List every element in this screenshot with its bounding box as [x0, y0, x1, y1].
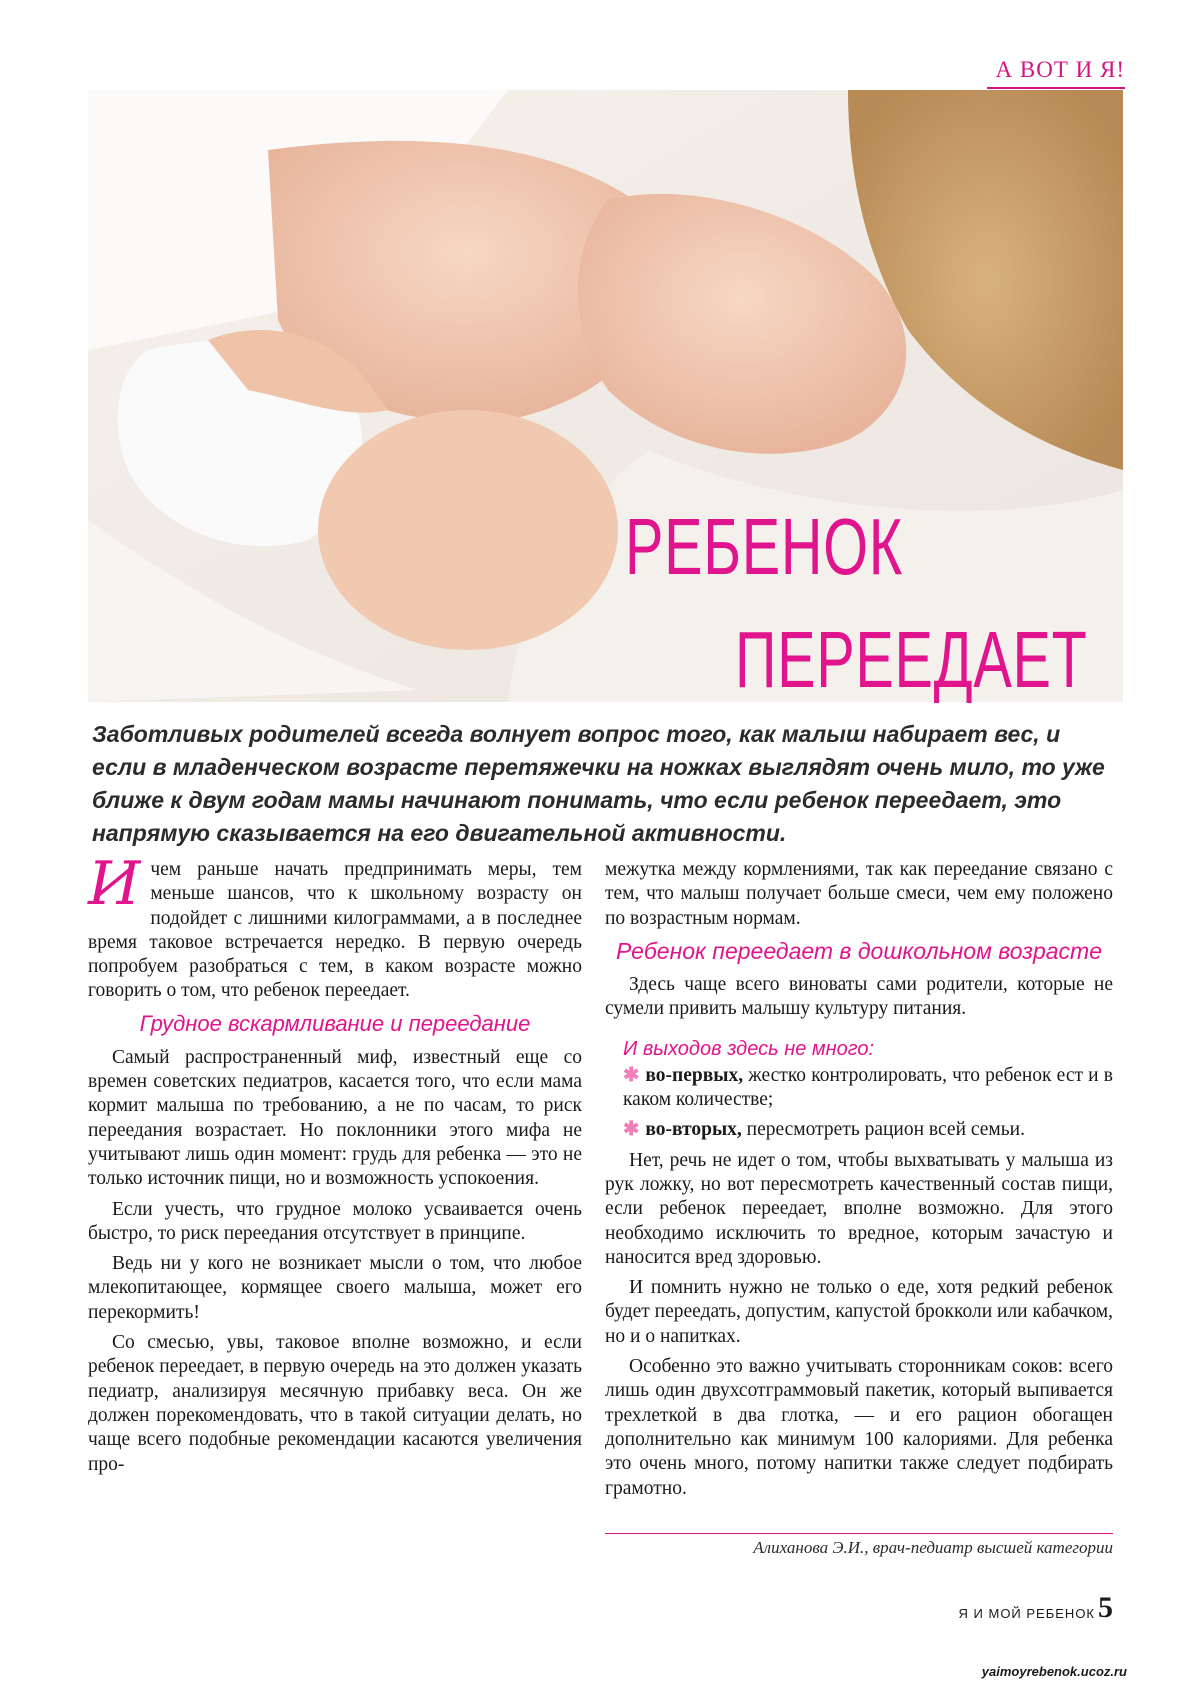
column-right: [605, 858, 1113, 1507]
author-byline: Алиханова Э.И., врач-педиатр высшей категории: [753, 1538, 1113, 1557]
list-item: [605, 1064, 1113, 1113]
paragraph: Нет, речь не идет о том, чтобы выхватывать у малыша из рук ложку, но вот пересмотреть качественный состав пищи, если ребенок переедает, вполне возможно. Для этого необходимо исключить то вредное, которым зачастую и наносится вред здоровью.: [605, 1149, 1113, 1268]
drop-cap: И: [88, 849, 141, 919]
byline-divider: [605, 1533, 1113, 1534]
section-tag-underline: [987, 87, 1125, 89]
lead-paragraph: Заботливых родителей всегда волнует вопрос того, как малыш набирает вес, и если в младенческом возрасте перетяжечки на ножках выглядят очень мило, то уже ближе к двум годам мамы начинают понимать, что если ребенок переедает, это напрямую сказывается на его двигательной активности.: [92, 721, 1105, 846]
intro-paragraph: [88, 849, 582, 1004]
subheading-preschool: Ребенок переедает в дошкольном возрасте: [615, 937, 1103, 964]
list-item-text: жестко контролировать, что ребенок ест и в каком количестве;: [623, 1064, 1113, 1111]
section-tag: А ВОТ И Я!: [995, 57, 1125, 82]
asterisk-icon: ✱: [623, 1119, 640, 1141]
title-line-1: РЕБЕНОК: [625, 502, 904, 591]
list-item: [605, 1118, 1113, 1142]
list-item-lead: во-первых,: [645, 1064, 744, 1086]
paragraph: Особенно это важно учитывать сторонникам соков: всего лишь один двухсотграммовый пакетик, который выпивается трехлеткой в два глотка, — и его рацион обогащен дополнительно как минимум 100 калориями. Для ребенка это очень много, потому напитки также следует подбирать грамотно.: [605, 1356, 1113, 1499]
asterisk-icon: ✱: [623, 1064, 640, 1086]
page-number: 5: [1098, 1591, 1113, 1624]
paragraph: Со смесью, увы, таковое вполне возможно, и если ребенок переедает, в первую очередь на это должен указать педиатр, анализируя месячную прибавку веса. Он же должен порекомендовать, что в такой ситуации делать, но чаще всего подобные рекомендации касаются увеличения про-: [88, 1332, 582, 1475]
intro-text: чем раньше начать предпринимать меры, тем меньше шансов, что к школьному возрасту он подойдет с лишними килограммами, а в последнее время таковое встречается нередко. В первую очередь попробуем разобраться с тем, в каком возрасте можно говорить о том, что ребенок переедает.: [88, 859, 582, 1002]
magazine-name: Я И МОЙ РЕБЕНОК: [958, 1606, 1095, 1621]
site-url: yaimoyrebenok.ucoz.ru: [981, 1664, 1127, 1679]
paragraph: Самый распространенный миф, известный еще со времен советских педиатров, касается того, что если мама кормит малыша по требованию, а не по часам, то риск переедания возрастает. Но поклонники этого мифа не учитывают лишь один момент: грудь для ребенка — это не только источник пищи, но и возможность успокоения.: [88, 1046, 582, 1190]
paragraph: И помнить нужно не только о еде, хотя редкий ребенок будет переедать, допустим, капустой брокколи или кабачком, но и о напитках.: [605, 1277, 1114, 1347]
paragraph: Здесь чаще всего виноваты сами родители, которые не сумели привить малышу культуру питания.: [605, 973, 1113, 1020]
ways-intro: И выходов здесь не много:: [623, 1038, 875, 1061]
list-item-lead: во-вторых,: [645, 1119, 742, 1141]
hero-photo: [88, 90, 1123, 702]
list-item-text: пересмотреть рацион всей семьи.: [741, 1119, 1025, 1141]
paragraph: Если учесть, что грудное молоко усваивается очень быстро, то риск переедания отсутствует в принципе.: [88, 1198, 582, 1244]
title-line-2: ПЕРЕЕДАЕТ: [735, 615, 1088, 704]
column-left: [88, 849, 582, 1483]
paragraph-continued: межутка между кормлениями, так как переедание связано с тем, что малыш получает больше смеси, чем ему положено по возрастным нормам.: [605, 859, 1113, 929]
subheading-breastfeeding: Грудное вскармливание и переедание: [139, 1010, 531, 1036]
paragraph: Ведь ни у кого не возникает мысли о том, что любое млекопитающее, кормящее своего малыша, может его перекормить!: [88, 1253, 582, 1323]
